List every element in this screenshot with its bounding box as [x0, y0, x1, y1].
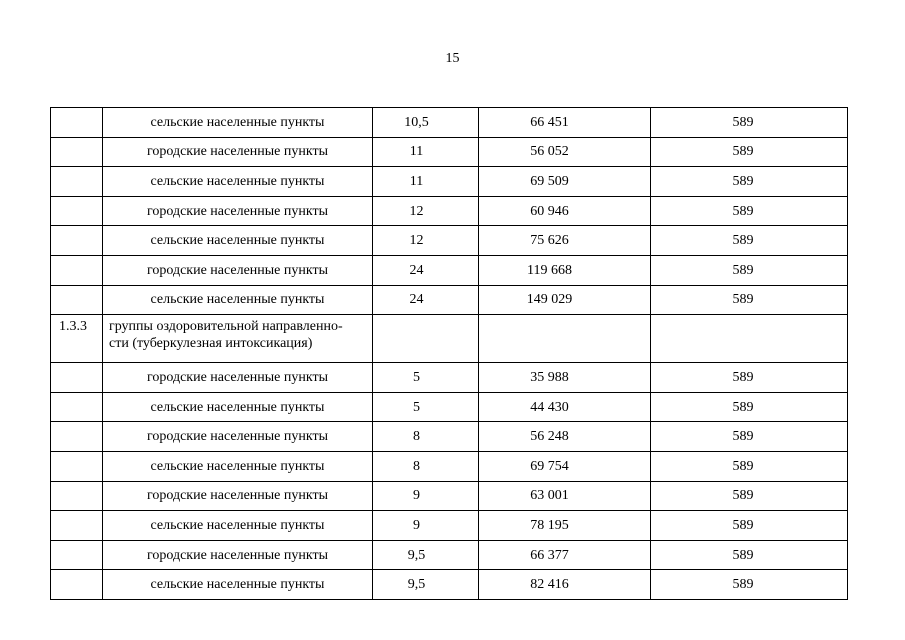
row-number-cell	[51, 137, 103, 167]
row-number-cell	[51, 196, 103, 226]
value-col5-cell: 589	[651, 481, 848, 511]
value-col4-cell: 56 052	[479, 137, 651, 167]
settlement-type-cell: сельские населенные пункты	[103, 167, 373, 197]
value-col5-cell	[651, 315, 848, 363]
value-col4-cell: 149 029	[479, 285, 651, 315]
table-row	[51, 422, 848, 452]
row-number-cell	[51, 570, 103, 600]
value-col5-cell: 589	[651, 451, 848, 481]
settlement-type-cell: сельские населенные пункты	[103, 226, 373, 256]
table-row	[51, 540, 848, 570]
table-row	[51, 481, 848, 511]
row-number-cell	[51, 285, 103, 315]
row-number-cell	[51, 108, 103, 138]
value-col4-cell: 69 754	[479, 451, 651, 481]
value-col4-cell: 69 509	[479, 167, 651, 197]
value-col5-cell: 589	[651, 422, 848, 452]
value-col3-cell: 9	[373, 481, 479, 511]
row-number-cell: 1.3.3	[51, 315, 103, 363]
value-col5-cell: 589	[651, 392, 848, 422]
value-col3-cell: 8	[373, 451, 479, 481]
value-col3-cell: 8	[373, 422, 479, 452]
value-col5-cell: 589	[651, 108, 848, 138]
value-col3-cell: 12	[373, 226, 479, 256]
value-col4-cell: 78 195	[479, 511, 651, 541]
row-number-cell	[51, 451, 103, 481]
value-col3-cell: 5	[373, 363, 479, 393]
value-col5-cell: 589	[651, 167, 848, 197]
value-col3-cell: 24	[373, 285, 479, 315]
value-col4-cell: 60 946	[479, 196, 651, 226]
value-col3-cell: 11	[373, 137, 479, 167]
value-col3-cell	[373, 315, 479, 363]
value-col3-cell: 9	[373, 511, 479, 541]
value-col4-cell: 75 626	[479, 226, 651, 256]
settlement-type-cell: группы оздоровительной направленно- сти (туберкулезная интоксикация)	[103, 315, 373, 363]
value-col4-cell: 82 416	[479, 570, 651, 600]
settlement-type-cell: сельские населенные пункты	[103, 570, 373, 600]
row-number-cell	[51, 540, 103, 570]
table-row	[51, 108, 848, 138]
table-row	[51, 363, 848, 393]
settlement-type-cell: сельские населенные пункты	[103, 511, 373, 541]
settlement-type-cell: городские населенные пункты	[103, 196, 373, 226]
settlement-type-cell: сельские населенные пункты	[103, 392, 373, 422]
table-row	[51, 255, 848, 285]
value-col4-cell: 119 668	[479, 255, 651, 285]
value-col3-cell: 5	[373, 392, 479, 422]
value-col5-cell: 589	[651, 570, 848, 600]
value-col3-cell: 10,5	[373, 108, 479, 138]
row-number-cell	[51, 226, 103, 256]
row-number-cell	[51, 422, 103, 452]
table-row	[51, 511, 848, 541]
settlement-type-cell: сельские населенные пункты	[103, 108, 373, 138]
value-col5-cell: 589	[651, 540, 848, 570]
settlement-type-cell: городские населенные пункты	[103, 255, 373, 285]
row-number-cell	[51, 167, 103, 197]
settlement-type-cell: городские населенные пункты	[103, 363, 373, 393]
tariff-table	[50, 107, 848, 600]
settlement-type-cell: сельские населенные пункты	[103, 285, 373, 315]
table-row	[51, 451, 848, 481]
value-col4-cell: 35 988	[479, 363, 651, 393]
value-col5-cell: 589	[651, 511, 848, 541]
value-col5-cell: 589	[651, 226, 848, 256]
value-col4-cell: 56 248	[479, 422, 651, 452]
value-col4-cell: 63 001	[479, 481, 651, 511]
value-col5-cell: 589	[651, 137, 848, 167]
table-row	[51, 196, 848, 226]
settlement-type-cell: городские населенные пункты	[103, 481, 373, 511]
value-col4-cell	[479, 315, 651, 363]
value-col3-cell: 9,5	[373, 570, 479, 600]
table-row	[51, 167, 848, 197]
value-col4-cell: 44 430	[479, 392, 651, 422]
row-number-cell	[51, 255, 103, 285]
value-col3-cell: 9,5	[373, 540, 479, 570]
table-row	[51, 137, 848, 167]
table-row	[51, 226, 848, 256]
table-row	[51, 315, 848, 363]
page-number: 15	[445, 51, 460, 66]
value-col4-cell: 66 377	[479, 540, 651, 570]
table-body	[51, 108, 848, 600]
settlement-type-cell: городские населенные пункты	[103, 422, 373, 452]
value-col4-cell: 66 451	[479, 108, 651, 138]
value-col5-cell: 589	[651, 196, 848, 226]
value-col5-cell: 589	[651, 363, 848, 393]
value-col5-cell: 589	[651, 285, 848, 315]
settlement-type-cell: городские населенные пункты	[103, 137, 373, 167]
row-number-cell	[51, 363, 103, 393]
table-row	[51, 285, 848, 315]
table-row	[51, 570, 848, 600]
row-number-cell	[51, 511, 103, 541]
settlement-type-cell: городские населенные пункты	[103, 540, 373, 570]
row-number-cell	[51, 481, 103, 511]
value-col5-cell: 589	[651, 255, 848, 285]
value-col3-cell: 24	[373, 255, 479, 285]
value-col3-cell: 11	[373, 167, 479, 197]
row-number-cell	[51, 392, 103, 422]
value-col3-cell: 12	[373, 196, 479, 226]
settlement-type-cell: сельские населенные пункты	[103, 451, 373, 481]
table-row	[51, 392, 848, 422]
